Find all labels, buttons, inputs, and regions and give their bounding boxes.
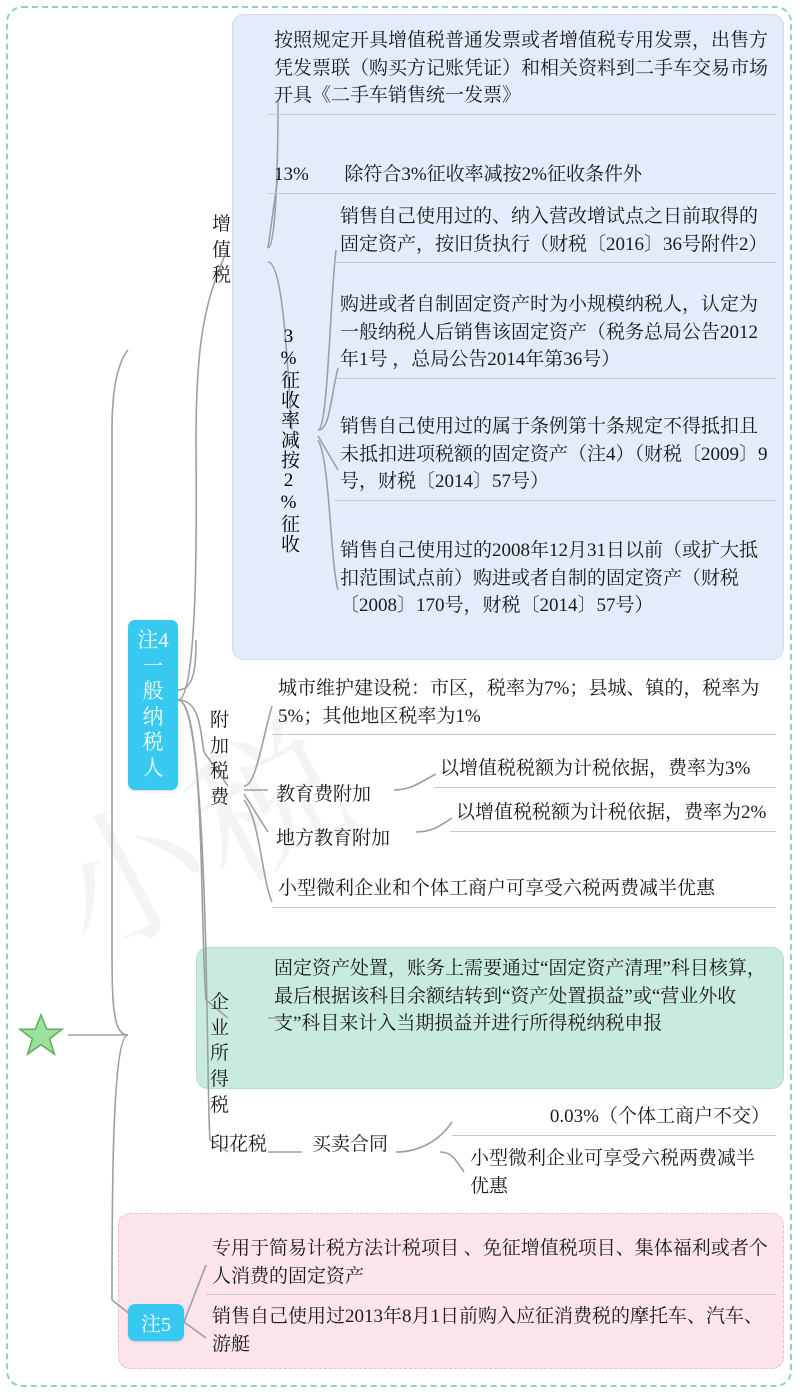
surtax-item-small-biz-text: 小型微利企业和个体工商户可享受六税两费减半优惠 xyxy=(278,878,716,899)
stamp-tax-contract-name[interactable] xyxy=(308,1130,418,1160)
surtax-edu-value-text: 以增值税税额为计税依据，费率为3% xyxy=(440,758,751,779)
star-icon xyxy=(18,1012,64,1058)
stamp-tax-discount[interactable] xyxy=(464,1142,776,1204)
vat-3-item-3-text: 销售自己使用过的属于条例第十条规定不得抵扣且未抵扣进项税额的固定资产（注4）（财税〔2009〕9号，财税〔2014〕57号） xyxy=(340,416,768,493)
surtax-local-edu-value[interactable] xyxy=(450,796,776,832)
stamp-tax-discount-text: 小型微利企业可享受六税两费减半优惠 xyxy=(470,1148,756,1197)
stamp-tax-label-text: 印花税 xyxy=(210,1134,268,1155)
root-label: 注4 一般纳税人 xyxy=(137,628,169,781)
stamp-tax-contract-name-text: 买卖合同 xyxy=(312,1134,389,1155)
vat-invoice-text: 按照规定开具增值税普通发票或者增值税专用发票，出售方凭发票联（购买方记账凭证）和相关资料到二手车交易市场开具《二手车销售统一发票》 xyxy=(274,30,769,107)
income-tax-item[interactable] xyxy=(268,952,776,1042)
vat-rate-3-label[interactable] xyxy=(272,326,298,626)
stamp-tax-rate-text: 0.03%（个体工商户不交） xyxy=(549,1106,770,1127)
vat-3-item-2[interactable] xyxy=(334,288,776,379)
note5-item-2-text: 销售自己使用过2013年8月1日前购入应征消费税的摩托车、汽车、游艇 xyxy=(212,1306,764,1355)
income-tax-label-text: 企业所得税 xyxy=(210,992,230,1116)
root-node[interactable] xyxy=(128,620,178,790)
stamp-tax-rate[interactable] xyxy=(452,1100,776,1136)
surtax-edu-name[interactable] xyxy=(272,780,402,810)
vat-rate-13[interactable] xyxy=(268,158,776,194)
surtax-edu-name-text: 教育费附加 xyxy=(276,784,372,805)
surtax-edu-value[interactable] xyxy=(434,752,776,788)
branch-label-income-tax[interactable] xyxy=(206,988,242,1120)
vat-3-item-1-text: 销售自己使用过的、纳入营改增试点之日前取得的固定资产，按旧货执行（财税〔2016〕36号附件2） xyxy=(340,206,768,255)
note5-node[interactable] xyxy=(128,1304,184,1341)
note5-item-1-text: 专用于简易计税方法计税项目 、免征增值税项目、集体福利或者个人消费的固定资产 xyxy=(212,1238,768,1287)
note5-label-text: 注5 xyxy=(141,1314,171,1336)
vat-label-text: 增值税 xyxy=(212,214,232,287)
vat-3-item-4-text: 销售自己使用过的2008年12月31日以前（或扩大抵扣范围试点前）购进或者自制的固定资产（财税〔2008〕170号，财税〔2014〕57号） xyxy=(340,540,759,617)
income-tax-item-text: 固定资产处置，账务上需要通过“固定资产清理”科目核算，最后根据该科目余额结转到“资产处置损益”或“营业外收支”科目来计入当期损益并进行所得税纳税申报 xyxy=(274,958,766,1035)
vat-3-item-1[interactable] xyxy=(334,200,776,263)
vat-rate-3-text: 3%征收率减按2%征收 xyxy=(278,326,299,554)
vat-invoice-item[interactable] xyxy=(268,24,776,115)
vat-rate-13-value: 13% xyxy=(274,164,309,185)
surtax-item-small-biz[interactable] xyxy=(272,872,776,908)
note5-item-1[interactable] xyxy=(206,1232,776,1295)
branch-label-surtax[interactable] xyxy=(206,706,240,813)
note5-item-2[interactable] xyxy=(206,1300,776,1362)
surtax-item-city-text: 城市维护建设税：市区，税率为7%；县城、镇的，税率为5%；其他地区税率为1% xyxy=(278,678,760,727)
surtax-local-edu-name[interactable] xyxy=(272,824,422,854)
surtax-label-text: 附加税费 xyxy=(210,710,230,808)
vat-3-item-2-text: 购进或者自制固定资产时为小规模纳税人，认定为一般纳税人后销售该固定资产（税务总局公告2012年1号 ，总局公告2014年第36号） xyxy=(340,294,759,371)
vat-3-item-3[interactable] xyxy=(334,410,776,501)
branch-label-stamp-tax[interactable] xyxy=(206,1130,286,1160)
surtax-local-edu-value-text: 以增值税税额为计税依据，费率为2% xyxy=(456,802,767,823)
vat-3-item-4[interactable] xyxy=(334,534,776,624)
branch-label-vat[interactable] xyxy=(208,210,242,291)
surtax-item-city[interactable] xyxy=(272,672,776,735)
surtax-local-edu-name-text: 地方教育附加 xyxy=(276,828,391,849)
vat-rate-13-text: 除符合3%征收率减按2%征收条件外 xyxy=(344,164,642,185)
